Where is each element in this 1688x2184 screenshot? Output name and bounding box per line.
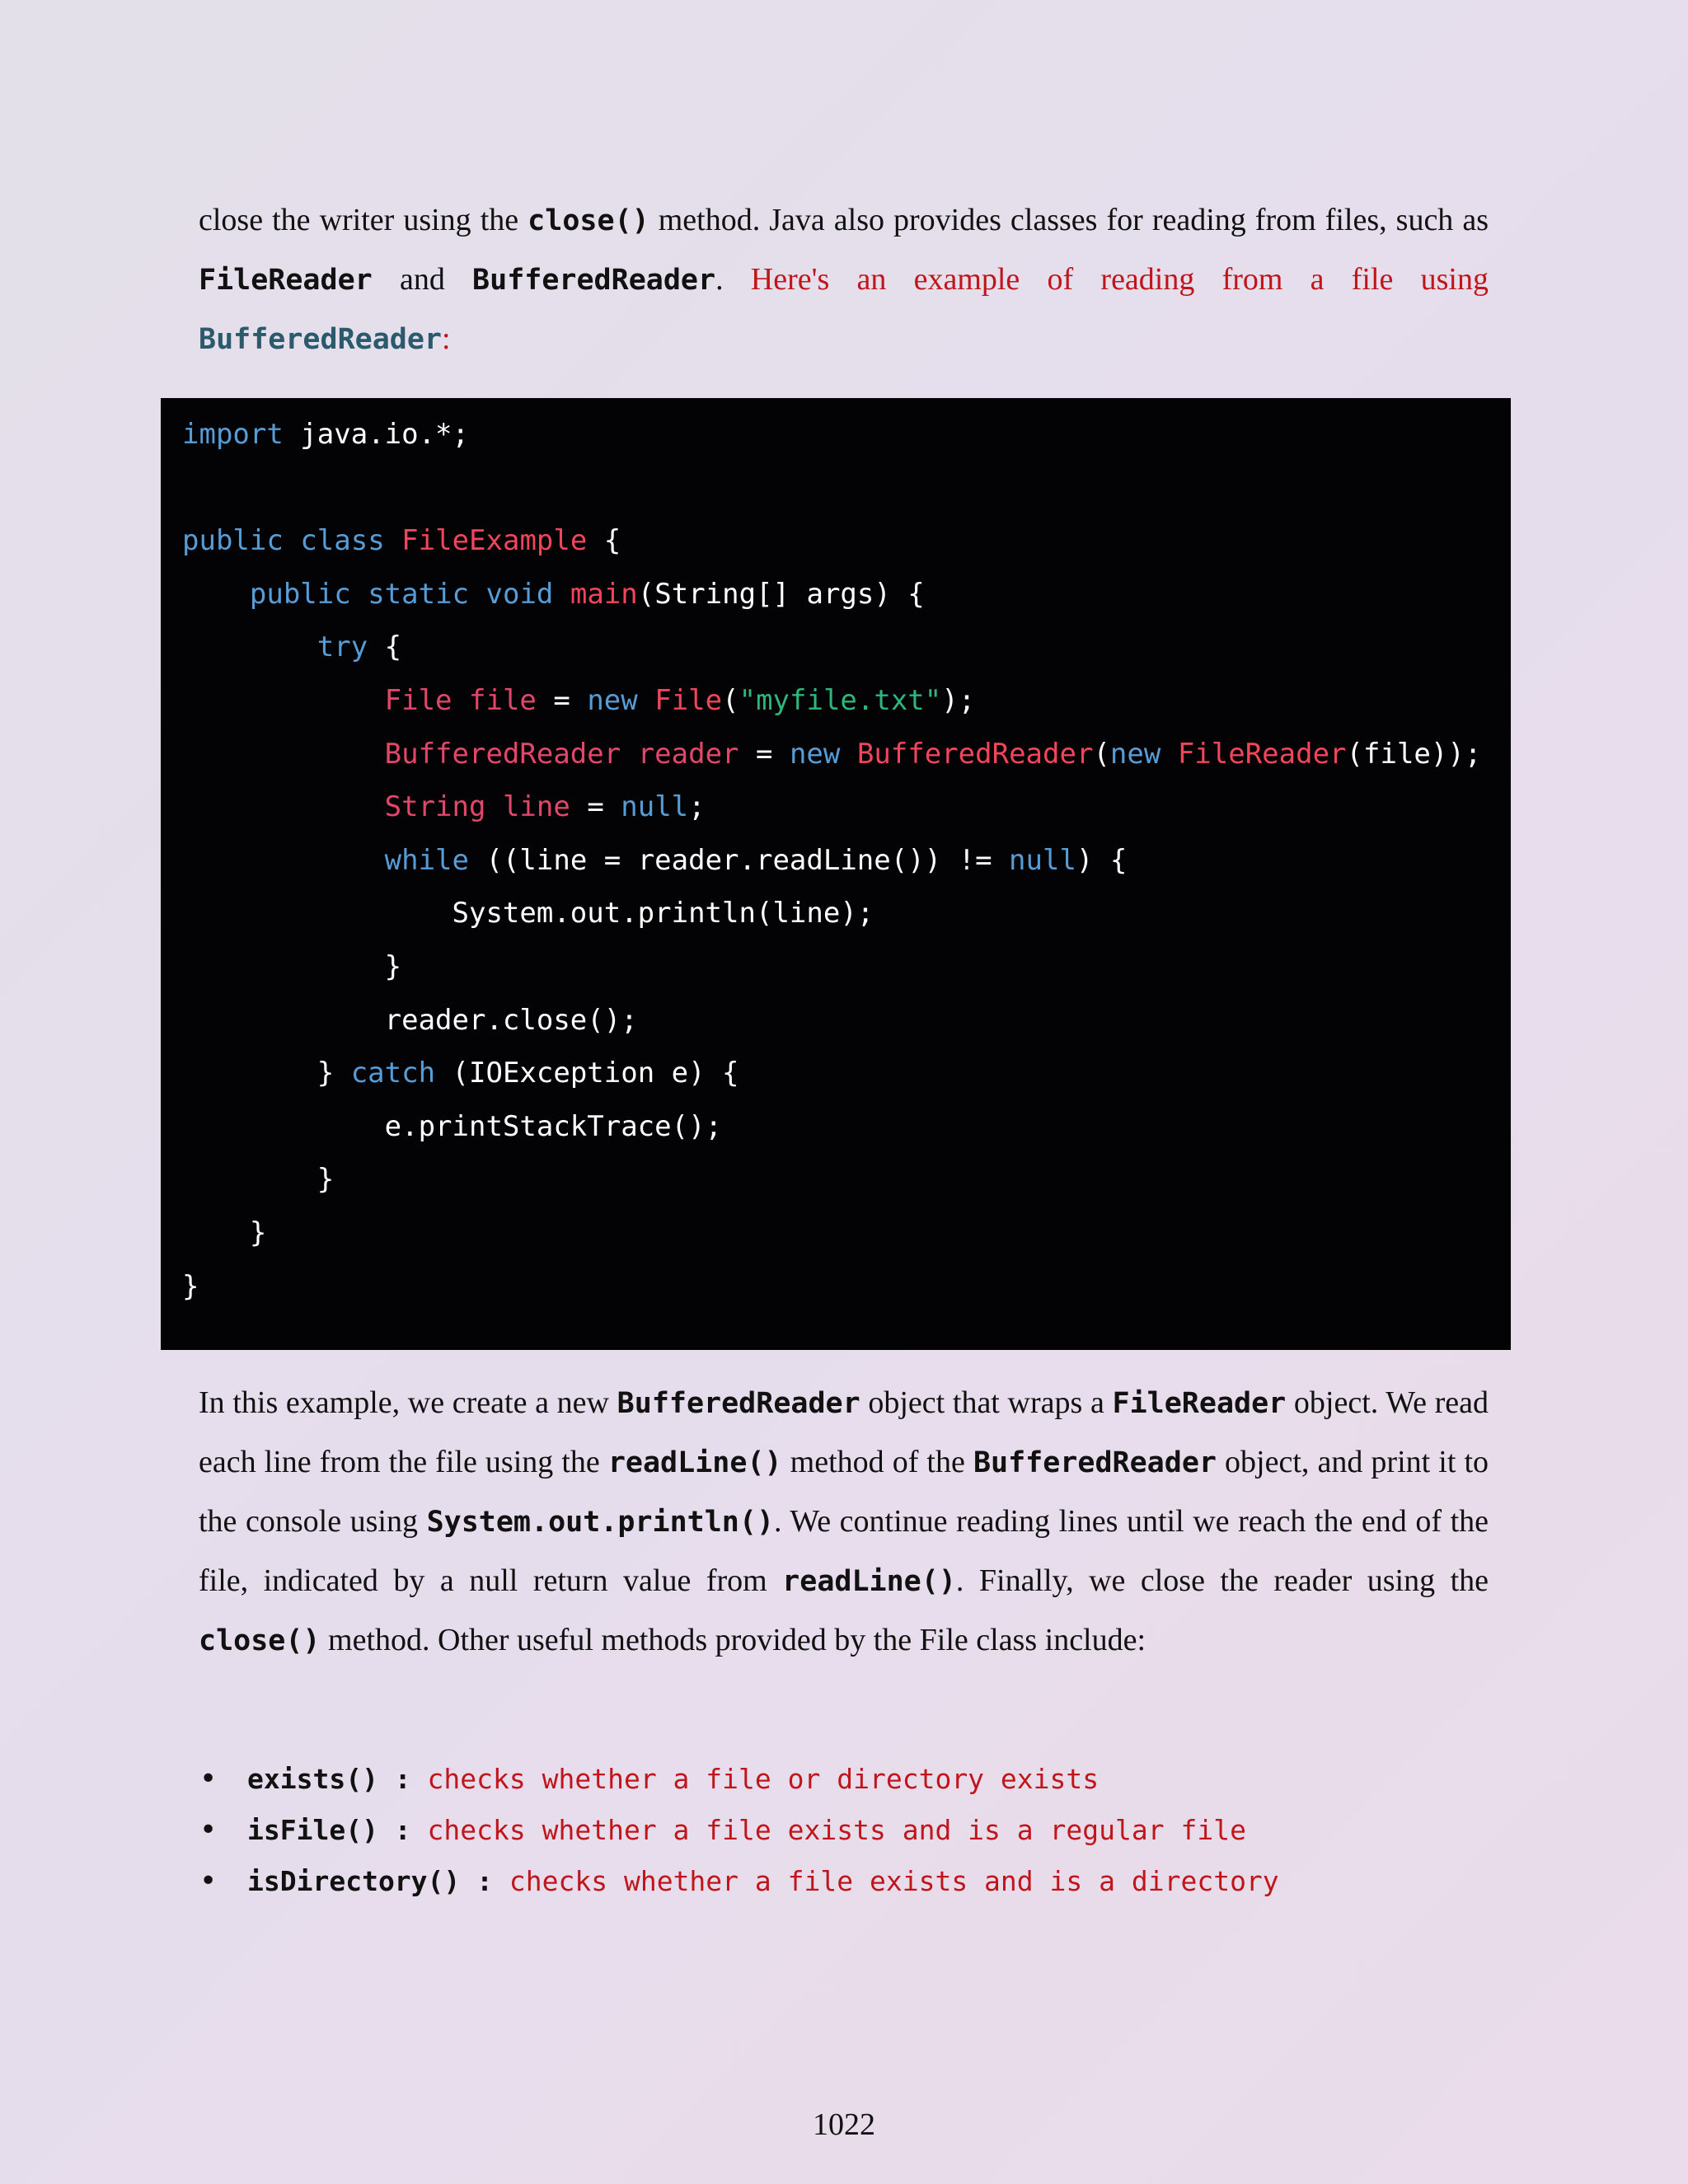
list-item: [199, 1805, 1279, 1856]
code-line: }: [182, 949, 402, 983]
keyword: new: [587, 683, 638, 717]
method-name: exists() :: [247, 1763, 428, 1795]
inline-code-filereader: FileReader: [1112, 1387, 1287, 1420]
type-name: File: [384, 683, 452, 717]
page-number: 1022: [813, 2107, 875, 2142]
body-text: . We continue reading lines until we reach the end of the file, indicated by a null return value from: [199, 1504, 1489, 1598]
bullet-icon: •: [199, 1813, 218, 1847]
code-text: ) {: [1076, 843, 1128, 877]
code-line: [182, 568, 1511, 621]
type-name: FileReader: [1177, 737, 1347, 771]
explanation-paragraph: [199, 1374, 1489, 1671]
code-text: [840, 738, 856, 771]
intro-paragraph: [199, 191, 1489, 369]
variable-name: line: [502, 790, 570, 824]
intro-highlight-text: Here's an example of reading from a file using: [750, 262, 1489, 297]
indent: [182, 844, 385, 877]
type-name: BufferedReader: [856, 737, 1094, 771]
variable-name: file: [469, 683, 537, 717]
method-name: isFile() :: [247, 1814, 428, 1846]
inline-code-readline: readLine(): [607, 1446, 782, 1479]
code-block: [161, 398, 1511, 1350]
code-text: [469, 578, 485, 611]
code-text: =: [738, 737, 790, 771]
keyword: catch: [350, 1057, 436, 1090]
indent: [182, 790, 385, 823]
code-text: java.io.*;: [283, 418, 469, 451]
code-text: (: [1093, 737, 1110, 771]
intro-text: method. Java also provides classes for reading from files, such as: [649, 203, 1489, 237]
keyword: public: [249, 577, 351, 611]
code-text: [385, 524, 401, 557]
keyword: import: [182, 418, 284, 451]
code-text: (String[] args) {: [637, 577, 925, 611]
keyword: new: [789, 737, 841, 771]
intro-text: and: [372, 262, 473, 297]
code-text: );: [941, 683, 976, 717]
inline-code-bufferedreader-link: BufferedReader: [199, 323, 443, 356]
keyword: while: [384, 843, 469, 877]
code-text: (: [722, 683, 739, 717]
type-name: String: [384, 790, 486, 824]
body-text: object. We read each line from the file using the: [199, 1385, 1489, 1479]
code-line: [182, 728, 1511, 781]
code-text: [452, 684, 469, 717]
keyword: class: [300, 524, 385, 558]
code-text: [638, 684, 654, 717]
list-item: [199, 1754, 1279, 1805]
code-line: e.printStackTrace();: [182, 1109, 723, 1143]
method-description: checks whether a file exists and is a directory: [509, 1865, 1279, 1897]
keyword: new: [1109, 737, 1161, 771]
bullet-icon: •: [199, 1762, 218, 1796]
inline-code-filereader: FileReader: [199, 264, 373, 297]
code-text: (file));: [1346, 737, 1482, 771]
inline-code-bufferedreader: BufferedReader: [973, 1446, 1217, 1479]
code-text: =: [570, 790, 621, 824]
type-name: File: [654, 683, 723, 717]
keyword: null: [1009, 843, 1076, 877]
code-line: [182, 514, 1511, 568]
inline-code-close: close(): [199, 1624, 321, 1657]
body-text: method. Other useful methods provided by the File class include:: [320, 1623, 1146, 1657]
code-line: }: [182, 1216, 267, 1249]
indent: [182, 738, 385, 771]
keyword: try: [316, 630, 368, 664]
keyword: void: [485, 577, 554, 611]
code-line: [182, 621, 1511, 674]
code-line: System.out.println(line);: [182, 897, 874, 930]
code-line: }: [182, 1163, 335, 1197]
body-text: method of the: [781, 1445, 973, 1479]
inline-code-close: close(): [528, 204, 649, 237]
keyword: null: [621, 790, 689, 824]
intro-text: .: [715, 262, 751, 297]
code-line-blank: [182, 462, 1511, 515]
string-literal: "myfile.txt": [738, 683, 942, 717]
code-text: [485, 790, 502, 823]
code-text: ;: [688, 790, 706, 824]
file-methods-list: [199, 1754, 1279, 1907]
code-text: [621, 738, 637, 771]
inline-code-bufferedreader: BufferedReader: [472, 264, 716, 297]
keyword: public: [182, 524, 284, 558]
code-line: }: [182, 1269, 199, 1303]
body-text: object that wraps a: [860, 1385, 1113, 1420]
class-name: FileExample: [401, 524, 588, 558]
code-line: [182, 834, 1511, 888]
code-line: [182, 780, 1511, 834]
body-text: . Finally, we close the reader using the: [955, 1563, 1489, 1598]
code-text: ((line = reader.readLine()) !=: [469, 843, 1010, 877]
variable-name: reader: [637, 737, 739, 771]
method-name: main: [570, 577, 638, 611]
bullet-icon: •: [199, 1864, 218, 1898]
code-text: {: [368, 630, 402, 664]
body-text: In this example, we create a new: [199, 1385, 617, 1420]
intro-text: close the writer using the: [199, 203, 528, 237]
inline-code-println: System.out.println(): [426, 1506, 775, 1539]
intro-highlight-text: :: [442, 321, 451, 356]
code-text: }: [182, 1057, 351, 1090]
keyword: static: [368, 577, 470, 611]
code-line: [182, 408, 1511, 462]
code-text: [553, 578, 570, 611]
code-text: [1160, 738, 1177, 771]
body-text: object, and print it to the console using: [199, 1445, 1489, 1539]
code-text: {: [587, 524, 621, 558]
method-description: checks whether a file or directory exists: [427, 1763, 1100, 1795]
inline-code-readline: readLine(): [782, 1565, 956, 1598]
code-text: [351, 578, 368, 611]
indent: [182, 578, 250, 611]
method-name: isDirectory() :: [247, 1865, 509, 1897]
list-item: [199, 1856, 1279, 1907]
code-line: reader.close();: [182, 1003, 638, 1037]
type-name: BufferedReader: [384, 737, 621, 771]
code-text: (IOException e) {: [435, 1057, 739, 1090]
indent: [182, 684, 385, 717]
code-text: =: [536, 683, 588, 717]
inline-code-bufferedreader: BufferedReader: [617, 1387, 860, 1420]
method-description: checks whether a file exists and is a regular file: [427, 1814, 1246, 1846]
indent: [182, 630, 317, 663]
code-line: [182, 1047, 1511, 1100]
code-line: [182, 674, 1511, 728]
code-text: [284, 524, 300, 557]
